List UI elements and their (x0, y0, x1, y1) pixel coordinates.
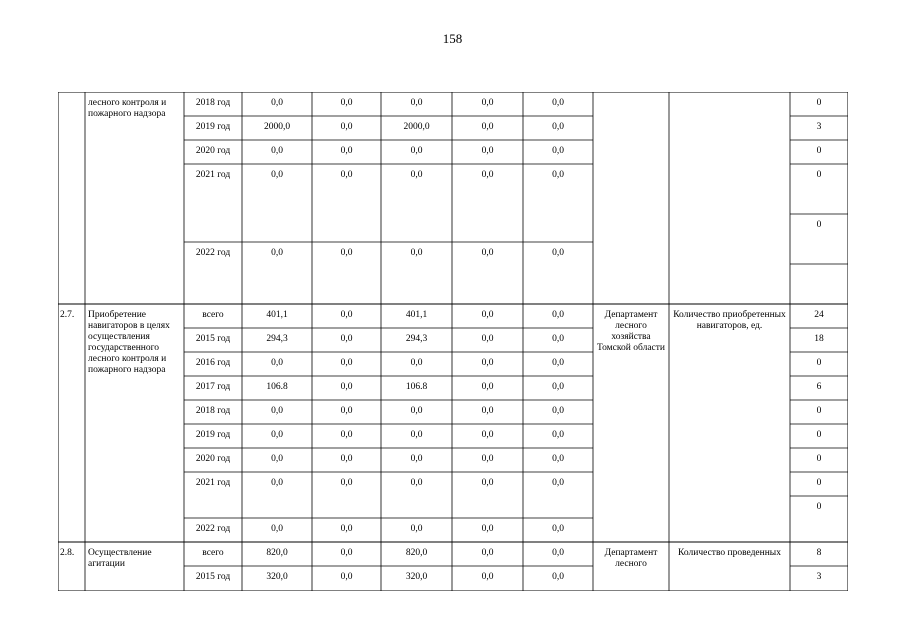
value-regional: 320,0 (405, 572, 428, 582)
value-regional: 0,0 (410, 98, 423, 108)
value-federal: 0,0 (340, 524, 353, 534)
value-federal: 0,0 (340, 382, 353, 392)
value-federal: 0,0 (340, 430, 353, 440)
page-number: 158 (442, 31, 463, 46)
row-number: 2.8. (60, 548, 75, 558)
value-regional: 0,0 (410, 406, 423, 416)
year-label: 2016 год (195, 358, 231, 368)
row-description: Осуществление агитации (88, 548, 152, 569)
year-label: 2020 год (195, 454, 231, 464)
year-label: 2022 год (195, 248, 231, 258)
value-total: 0,0 (271, 248, 283, 258)
value-other: 0,0 (552, 454, 564, 464)
value-local: 0,0 (481, 334, 494, 344)
value-total: 2000,0 (263, 122, 291, 132)
value-regional: 0,0 (410, 170, 423, 180)
year-label: 2017 год (195, 382, 231, 392)
year-label: всего (202, 310, 224, 320)
indicator-value: 0 (816, 220, 822, 230)
value-total: 0,0 (271, 454, 283, 464)
row-description: лесного контроля и пожарного надзора (88, 98, 167, 119)
value-other: 0,0 (552, 248, 564, 258)
value-other: 0,0 (552, 146, 564, 156)
year-label: 2015 год (195, 334, 231, 344)
value-federal: 0,0 (340, 548, 353, 558)
value-regional: 401,1 (405, 310, 428, 320)
value-federal: 0,0 (340, 572, 353, 582)
value-total: 820,0 (266, 548, 288, 558)
value-total: 0,0 (271, 98, 283, 108)
value-total: 0,0 (271, 170, 283, 180)
value-federal: 0,0 (340, 454, 353, 464)
indicator-value: 8 (816, 548, 822, 558)
indicator-value: 3 (816, 572, 822, 582)
value-local: 0,0 (481, 146, 494, 156)
row-description: Приобретение навигаторов в целях осуществления государственного лесного контроля и пожарного надзора (88, 310, 170, 375)
value-local: 0,0 (481, 454, 494, 464)
value-other: 0,0 (552, 358, 564, 368)
year-label: 2022 год (195, 524, 231, 534)
value-total: 0,0 (271, 430, 283, 440)
value-regional: 0,0 (410, 524, 423, 534)
indicator-value: 0 (816, 358, 822, 368)
value-local: 0,0 (481, 358, 494, 368)
program-table (58, 92, 848, 591)
indicator-value: 0 (816, 406, 822, 416)
indicator-value: 0 (816, 430, 822, 440)
value-regional: 0,0 (410, 430, 423, 440)
value-other: 0,0 (552, 406, 564, 416)
value-other: 0,0 (552, 524, 564, 534)
value-other: 0,0 (552, 478, 564, 488)
indicator-value: 6 (816, 382, 822, 392)
value-other: 0,0 (552, 548, 564, 558)
value-total: 0,0 (271, 478, 283, 488)
value-total: 294,3 (266, 334, 288, 344)
indicator-value: 24 (814, 310, 824, 320)
indicator-value: 0 (816, 146, 822, 156)
indicator: Количество приобретенных навигаторов, ед. (673, 310, 786, 331)
year-label: 2020 год (195, 146, 231, 156)
indicator-value: 0 (816, 502, 822, 512)
indicator: Количество проведенных (678, 548, 781, 558)
value-local: 0,0 (481, 248, 494, 258)
value-local: 0,0 (481, 524, 494, 534)
value-total: 0,0 (271, 406, 283, 416)
value-other: 0,0 (552, 310, 564, 320)
value-total: 0,0 (271, 358, 283, 368)
value-federal: 0,0 (340, 334, 353, 344)
value-local: 0,0 (481, 478, 494, 488)
value-regional: 820,0 (405, 548, 428, 558)
indicator-value: 18 (814, 334, 824, 344)
value-federal: 0,0 (340, 122, 353, 132)
value-other: 0,0 (552, 382, 564, 392)
value-regional: 106.8 (405, 382, 428, 392)
value-federal: 0,0 (340, 358, 353, 368)
value-regional: 0,0 (410, 358, 423, 368)
year-label: 2019 год (195, 122, 231, 132)
value-federal: 0,0 (340, 170, 353, 180)
value-other: 0,0 (552, 122, 564, 132)
year-label: 2019 год (195, 430, 231, 440)
value-federal: 0,0 (340, 406, 353, 416)
year-label: всего (202, 548, 224, 558)
value-federal: 0,0 (340, 248, 353, 258)
value-federal: 0,0 (340, 310, 353, 320)
value-federal: 0,0 (340, 146, 353, 156)
value-other: 0,0 (552, 572, 564, 582)
year-label: 2021 год (195, 478, 231, 488)
value-local: 0,0 (481, 406, 494, 416)
row-number: 2.7. (60, 310, 75, 320)
value-regional: 294,3 (405, 334, 428, 344)
value-local: 0,0 (481, 170, 494, 180)
executor: Департамент лесного хозяйства Томской области (597, 310, 665, 353)
year-label: 2021 год (195, 170, 231, 180)
value-total: 320,0 (266, 572, 288, 582)
value-local: 0,0 (481, 310, 494, 320)
value-regional: 0,0 (410, 146, 423, 156)
value-other: 0,0 (552, 334, 564, 344)
year-label: 2018 год (195, 98, 231, 108)
indicator-value: 0 (816, 170, 822, 180)
value-regional: 0,0 (410, 478, 423, 488)
value-regional: 2000,0 (403, 122, 430, 132)
value-other: 0,0 (552, 430, 564, 440)
value-local: 0,0 (481, 122, 494, 132)
value-federal: 0,0 (340, 478, 353, 488)
indicator-value: 0 (816, 98, 822, 108)
value-other: 0,0 (552, 98, 564, 108)
value-regional: 0,0 (410, 248, 423, 258)
value-federal: 0,0 (340, 98, 353, 108)
value-total: 0,0 (271, 524, 283, 534)
value-regional: 0,0 (410, 454, 423, 464)
executor: Департамент лесного (604, 548, 658, 569)
value-local: 0,0 (481, 98, 494, 108)
value-local: 0,0 (481, 382, 494, 392)
year-label: 2018 год (195, 406, 231, 416)
indicator-value: 0 (816, 478, 822, 488)
year-label: 2015 год (195, 572, 231, 582)
indicator-value: 0 (816, 454, 822, 464)
value-local: 0,0 (481, 548, 494, 558)
value-local: 0,0 (481, 572, 494, 582)
value-local: 0,0 (481, 430, 494, 440)
value-other: 0,0 (552, 170, 564, 180)
value-total: 106.8 (266, 382, 288, 392)
value-total: 401,1 (266, 310, 288, 320)
indicator-value: 3 (816, 122, 822, 132)
value-total: 0,0 (271, 146, 283, 156)
